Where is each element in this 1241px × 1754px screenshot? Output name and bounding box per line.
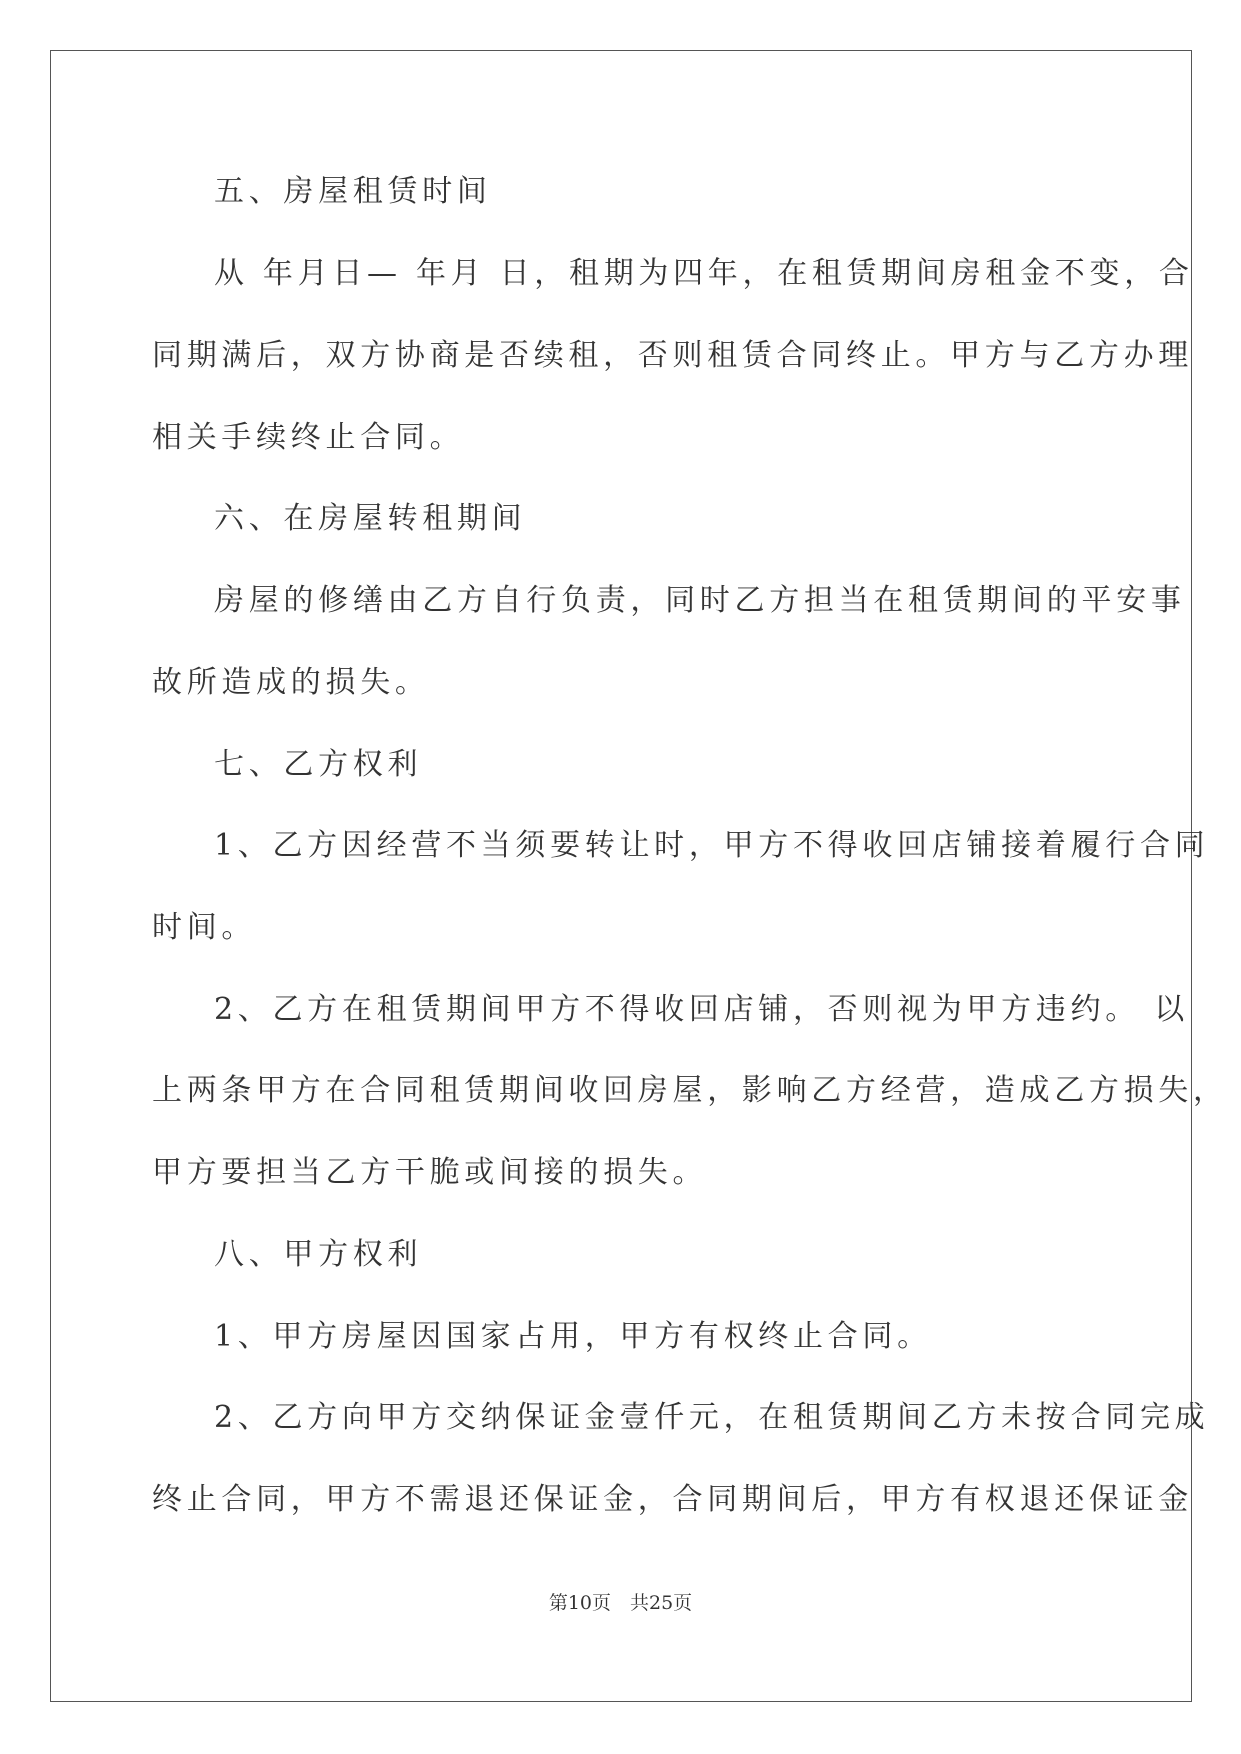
section-heading-7: 七、乙方权利	[214, 747, 423, 782]
paragraph-line: 甲方要担当乙方干脆或间接的损失。	[152, 1155, 708, 1190]
section-heading-5: 五、房屋租赁时间	[214, 174, 492, 209]
section-heading-8: 八、甲方权利	[214, 1237, 423, 1272]
paragraph-line: 同期满后，双方协商是否续租，否则租赁合同终止。甲方与乙方办理	[152, 338, 1193, 373]
section-heading-6: 六、在房屋转租期间	[214, 501, 527, 536]
paragraph-line: 2、乙方向甲方交纳保证金壹仟元，在租赁期间乙方未按合同完成	[214, 1400, 1210, 1435]
paragraph-line: 1、甲方房屋因国家占用，甲方有权终止合同。	[214, 1319, 932, 1354]
paragraph-line: 从 年月日— 年月 日，租期为四年，在租赁期间房租金不变，合	[214, 256, 1194, 291]
paragraph-line: 1、乙方因经营不当须要转让时，甲方不得收回店铺接着履行合同	[214, 828, 1210, 863]
paragraph-line: 时间。	[152, 910, 257, 945]
page-number-footer: 第10页 共25页	[548, 1592, 693, 1614]
paragraph-line: 故所造成的损失。	[152, 665, 430, 700]
paragraph-line: 房屋的修缮由乙方自行负责，同时乙方担当在租赁期间的平安事	[214, 583, 1186, 618]
paragraph-line: 相关手续终止合同。	[152, 420, 465, 455]
paragraph-line: 2、乙方在租赁期间甲方不得收回店铺，否则视为甲方违约。 以	[214, 992, 1189, 1027]
paragraph-line: 终止合同，甲方不需退还保证金，合同期间后，甲方有权退还保证金	[152, 1482, 1193, 1517]
paragraph-line: 上两条甲方在合同租赁期间收回房屋，影响乙方经营，造成乙方损失，	[152, 1073, 1228, 1108]
page-border	[50, 50, 1192, 1702]
